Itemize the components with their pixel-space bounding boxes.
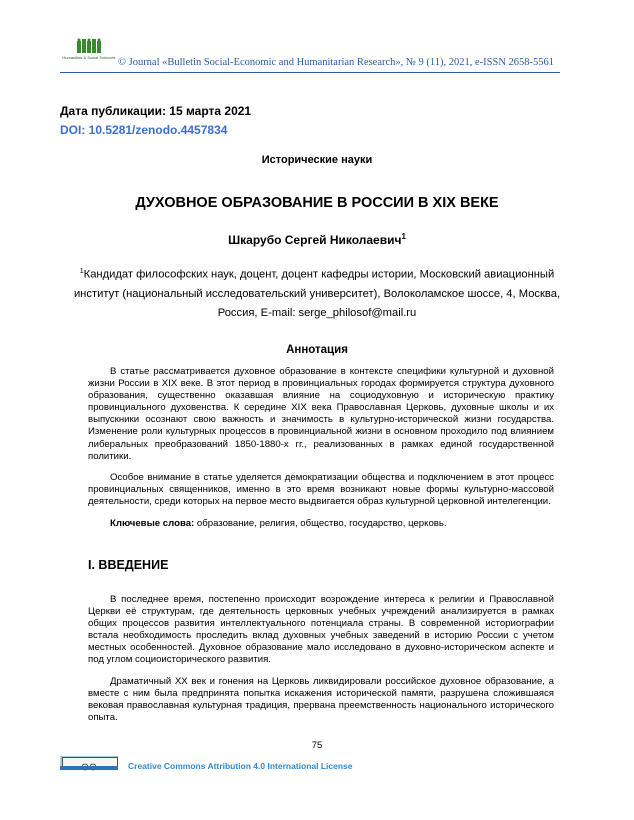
affiliation-footnote-mark: 1	[79, 268, 84, 275]
keywords-label: Ключевые слова:	[110, 518, 195, 529]
author-name	[0, 232, 634, 247]
license-link[interactable]: Creative Commons Attribution 4.0 International License	[128, 761, 353, 771]
cc-badge-band	[60, 766, 118, 770]
header-divider	[60, 72, 560, 73]
section-heading: I. ВВЕДЕНИЕ	[88, 558, 169, 572]
keywords	[88, 518, 554, 529]
author-name-text: Шкарубо Сергей Николаевич	[228, 233, 402, 247]
section-paragraph-1: В последнее время, постепенно происходит возрождение интереса к религии и Православной Церкви её структурам, где деятельность церковных учебных учреждений анализируется в рамках общих процессов развития интеллектуального потенциала страны. В современной историографии встала необходимость проследить вклад духовных учебных заведений в историю России с учетом местных особенностей. Духовное образование мало исследовано в духовно-историческом аспекте и под углом социоисторического развития.	[88, 594, 554, 666]
abstract-paragraph-1: В статье рассматривается духовное образование в контексте специфики культурной и духовной жизни России в XIX веке. В этот период в провинциальных городах формируется структура духовного образования, существенно оказавшая влияние на социодуховную и историческую практику провинциального духовенства. К середине XIX века Православная Церковь, духовные школы и их выпускники осознают свою важность и значимость в культурно-исторической жизни государства. Изменение роли культурных процессов в провинциальной жизни в основном проходило под влиянием либеральных преобразований 1850-1880-х гг., реализованных в рамках единой государственной политики.	[88, 366, 554, 462]
abstract-paragraph-2: Особое внимание в статье уделяется демократизации общества и подключением в этот процесс провинциальных священников, именно в это время возникают новые формы культурно-массовой деятельности, среди которых на первое место выдвигается образ культурной церковной интелегенции.	[88, 472, 554, 508]
abstract-heading: Аннотация	[286, 344, 348, 356]
journal-logo	[60, 38, 118, 66]
journal-citation: © Journal «Bulletin Social-Economic and Humanitarian Research», № 9 (11), 2021, e-ISSN 2658-5561	[118, 57, 555, 68]
author-footnote-mark: 1	[401, 232, 406, 241]
section-paragraph-2: Драматичный XX век и гонения на Церковь ликвидировали российское духовное образование, а вместе с ним была предпринята попытка искажения исторической памяти, разрушена сложившаяся вековая православная культурная традиция, прервана преемственность национального исторического опыта.	[88, 676, 554, 724]
logo-text: Humanities & Social Sciences	[62, 55, 116, 60]
people-logo-icon	[76, 38, 102, 56]
doi-link[interactable]: DOI: 10.5281/zenodo.4457834	[60, 123, 228, 137]
cc-by-badge[interactable]	[60, 756, 118, 770]
keywords-list: образование, религия, общество, государство, церковь.	[194, 518, 447, 529]
article-title: ДУХОВНОЕ ОБРАЗОВАНИЕ В РОССИИ В XIX ВЕКЕ	[135, 195, 499, 211]
author-affiliation	[70, 262, 564, 323]
subject-field: Исторические науки	[261, 154, 373, 166]
publication-date: Дата публикации: 15 марта 2021	[60, 104, 252, 118]
affiliation-text: Кандидат философских наук, доцент, доцент кафедры истории, Московский авиационный институт (национальный исследовательский университет), Волоколамское шоссе, 4, Москва, Россия, E-mail: serge_philosof@mail.ru	[73, 268, 561, 319]
page-number: 75	[311, 740, 323, 751]
